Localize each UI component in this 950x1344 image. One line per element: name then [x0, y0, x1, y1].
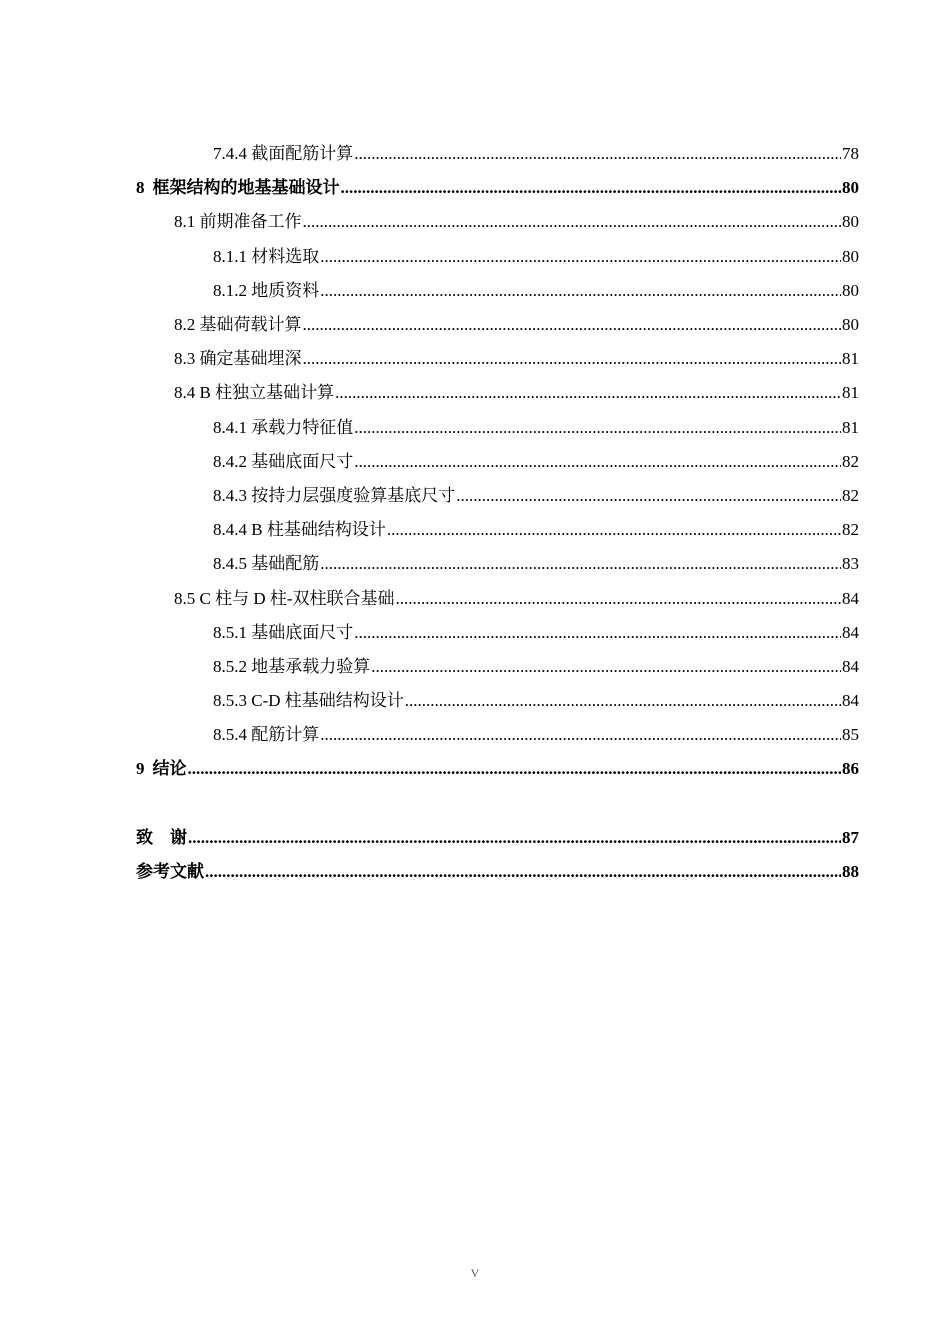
toc-entry[interactable] — [136, 445, 859, 479]
toc-entry-title: 参考文献 — [136, 862, 204, 882]
toc-section-entry[interactable] — [136, 581, 859, 615]
toc-entry-title: 8.3 确定基础埋深 — [174, 349, 302, 369]
toc-entry-title: 8.4 B 柱独立基础计算 — [174, 383, 335, 403]
toc-page-number: 84 — [842, 588, 859, 608]
toc-dot-leader — [371, 656, 841, 678]
toc-page-number: 78 — [842, 144, 859, 164]
toc-dot-leader — [396, 588, 841, 610]
toc-entry[interactable] — [136, 616, 859, 650]
toc-entry-title: 8.4.2 基础底面尺寸 — [213, 451, 354, 471]
toc-dot-leader — [456, 485, 841, 507]
toc-chapter-entry[interactable] — [136, 171, 859, 205]
toc-entry-title: 8.5.1 基础底面尺寸 — [213, 622, 354, 642]
toc-page-number: 82 — [842, 520, 859, 540]
toc-page-number: 82 — [842, 451, 859, 471]
toc-dot-leader — [354, 143, 841, 165]
toc-dot-leader — [303, 211, 842, 233]
toc-dot-leader — [320, 280, 841, 302]
toc-dot-leader — [320, 246, 841, 268]
toc-dot-leader — [188, 827, 841, 849]
toc-entry[interactable] — [136, 547, 859, 581]
toc-entry-title: 8.1.2 地质资料 — [213, 280, 320, 300]
toc-entry-title: 8 框架结构的地基基础设计 — [136, 178, 340, 198]
toc-section-entry[interactable] — [136, 205, 859, 239]
toc-page-number: 80 — [842, 178, 859, 198]
toc-page-number: 86 — [842, 759, 859, 779]
toc-entry[interactable] — [136, 411, 859, 445]
toc-chapter-entry[interactable] — [136, 752, 859, 786]
toc-page-number: 80 — [842, 246, 859, 266]
toc-page-number: 81 — [842, 417, 859, 437]
toc-page-number: 84 — [842, 656, 859, 676]
toc-entry-title: 8.1.1 材料选取 — [213, 246, 320, 266]
toc-entry-title: 8.4.1 承载力特征值 — [213, 417, 354, 437]
toc-page-number: 80 — [842, 315, 859, 335]
toc-page-number: 81 — [842, 383, 859, 403]
toc-page-number: 80 — [842, 212, 859, 232]
toc-dot-leader — [354, 417, 841, 439]
toc-page-number: 88 — [842, 862, 859, 882]
toc-entry-title: 8.5.2 地基承载力验算 — [213, 656, 371, 676]
toc-entry-title: 9 结论 — [136, 759, 187, 779]
toc-page-number: 84 — [842, 691, 859, 711]
table-of-contents — [136, 137, 859, 889]
toc-spacer — [136, 787, 859, 821]
toc-page-number: 84 — [842, 622, 859, 642]
toc-entry-title: 8.5 C 柱与 D 柱-双柱联合基础 — [174, 588, 395, 608]
toc-page-number: 87 — [842, 827, 859, 847]
page-footer-number: V — [470, 1266, 480, 1280]
toc-dot-leader — [303, 348, 842, 370]
toc-entry-title: 致 谢 — [136, 827, 187, 847]
toc-dot-leader — [188, 758, 842, 780]
toc-entry[interactable] — [136, 137, 859, 171]
toc-entry[interactable] — [136, 479, 859, 513]
toc-entry-title: 7.4.4 截面配筋计算 — [213, 144, 354, 164]
toc-dot-leader — [205, 861, 841, 883]
toc-page-number: 81 — [842, 349, 859, 369]
toc-section-entry[interactable] — [136, 376, 859, 410]
toc-dot-leader — [405, 690, 841, 712]
toc-entry-title: 8.5.3 C-D 柱基础结构设计 — [213, 691, 404, 711]
toc-page-number: 83 — [842, 554, 859, 574]
toc-dot-leader — [335, 382, 841, 404]
toc-entry[interactable] — [136, 274, 859, 308]
toc-entry-title: 8.5.4 配筋计算 — [213, 725, 320, 745]
toc-entry-title: 8.4.4 B 柱基础结构设计 — [213, 520, 386, 540]
toc-dot-leader — [354, 451, 841, 473]
toc-page-number: 80 — [842, 280, 859, 300]
toc-back-matter-entry[interactable] — [136, 855, 859, 889]
toc-entry[interactable] — [136, 240, 859, 274]
toc-section-entry[interactable] — [136, 308, 859, 342]
toc-dot-leader — [387, 519, 841, 541]
toc-page-number: 85 — [842, 725, 859, 745]
toc-entry[interactable] — [136, 684, 859, 718]
toc-dot-leader — [354, 622, 841, 644]
toc-entry-title: 8.4.3 按持力层强度验算基底尺寸 — [213, 485, 456, 505]
toc-dot-leader — [303, 314, 842, 336]
toc-entry[interactable] — [136, 718, 859, 752]
toc-page-number: 82 — [842, 485, 859, 505]
toc-entry[interactable] — [136, 513, 859, 547]
toc-entry-title: 8.1 前期准备工作 — [174, 212, 302, 232]
toc-dot-leader — [341, 177, 842, 199]
toc-section-entry[interactable] — [136, 342, 859, 376]
toc-entry-title: 8.4.5 基础配筋 — [213, 554, 320, 574]
toc-entry-title: 8.2 基础荷载计算 — [174, 315, 302, 335]
toc-back-matter-entry[interactable] — [136, 821, 859, 855]
toc-dot-leader — [320, 724, 841, 746]
toc-entry[interactable] — [136, 650, 859, 684]
toc-dot-leader — [320, 553, 841, 575]
